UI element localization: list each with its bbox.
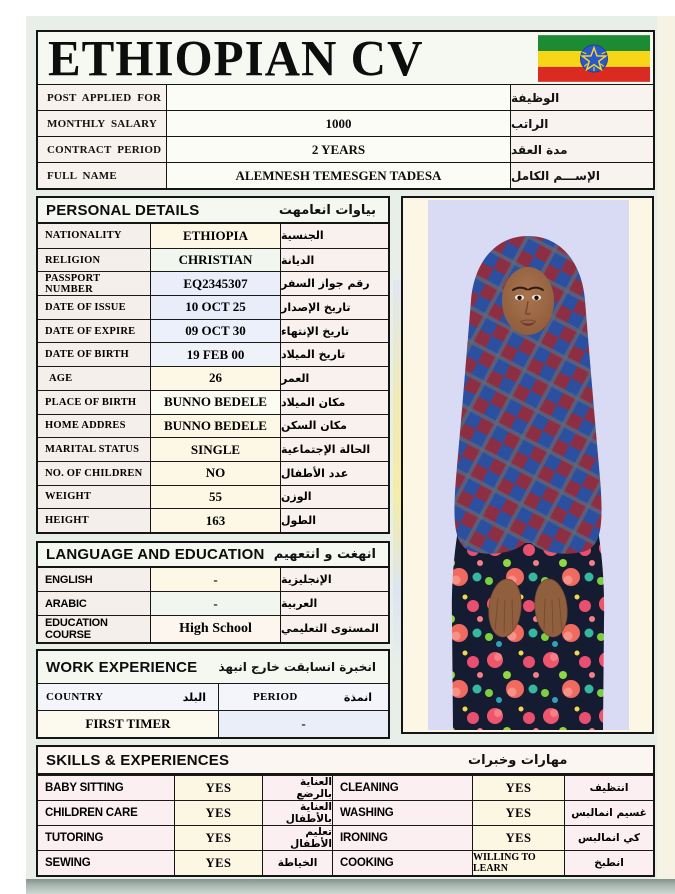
skills-title: SKILLS & EXPERIENCES	[46, 751, 230, 769]
work-experience-table	[36, 649, 390, 739]
cleaning-label-ar: انتظيف	[564, 776, 653, 800]
place-of-birth-value: BUNNO BEDELE	[150, 391, 280, 414]
date-of-expire-label-ar: تاريخ الإنتهاء	[280, 320, 388, 343]
language-education-title: LANGUAGE AND EDUCATION	[46, 546, 265, 563]
row-tutoring-ironing	[38, 825, 653, 850]
weight-label-ar: الوزن	[280, 486, 388, 509]
row-contract-period	[38, 136, 653, 162]
age-value: 26	[150, 367, 280, 390]
row-no-of-children	[38, 461, 388, 485]
post-applied-for-value	[166, 85, 510, 110]
row-weight	[38, 485, 388, 509]
photo-frame	[401, 196, 654, 734]
personal-details-title: PERSONAL DETAILS	[46, 201, 200, 219]
full-name-value: ALEMNESH TEMESGEN TADESA	[166, 163, 510, 188]
row-full-name	[38, 162, 653, 188]
no-of-children-value: NO	[150, 462, 280, 485]
passport-number-label: PASSPORT NUMBER	[38, 272, 150, 295]
language-education-heading	[38, 543, 388, 568]
age-label-ar: العمر	[280, 367, 388, 390]
home-addres-label: HOME ADDRES	[38, 415, 150, 438]
home-addres-label-ar: مكان السكن	[280, 415, 388, 438]
row-monthly-salary	[38, 110, 653, 136]
contract-period-label: CONTRACT PERIOD	[38, 137, 166, 162]
religion-label-ar: الديانة	[280, 249, 388, 272]
education-course-value: High School	[150, 616, 280, 642]
country-label-ar: البلد	[182, 690, 206, 704]
monthly-salary-label: MONTHLY SALARY	[38, 111, 166, 136]
period-header-cell	[218, 684, 388, 710]
washing-value: YES	[472, 801, 564, 825]
monthly-salary-label-ar: الراتب	[510, 111, 653, 136]
contract-period-label-ar: مدة العقد	[510, 137, 653, 162]
english-label-ar: الإنجليزية	[280, 568, 388, 591]
children-care-value: YES	[174, 801, 262, 825]
children-care-label: CHILDREN CARE	[38, 801, 174, 825]
monthly-salary-value: 1000	[166, 111, 510, 136]
arabic-label: ARABIC	[38, 592, 150, 614]
period-label-ar: انمذة	[343, 690, 372, 704]
scan-bottom-edge	[26, 879, 675, 894]
tutoring-label: TUTORING	[38, 826, 174, 850]
row-date-of-issue	[38, 295, 388, 319]
date-of-issue-value: 10 OCT 25	[150, 296, 280, 319]
date-of-expire-label: DATE OF EXPIRE	[38, 320, 150, 343]
place-of-birth-label-ar: مكان الميلاد	[280, 391, 388, 414]
row-height	[38, 508, 388, 532]
scan-right-edge	[657, 16, 675, 882]
tutoring-label-ar: تعليم الأطفال	[262, 826, 332, 850]
nationality-value: ETHIOPIA	[150, 224, 280, 248]
tutoring-value: YES	[174, 826, 262, 850]
language-education-title-ar: انهغت و انتعهيم	[273, 547, 376, 562]
date-of-expire-value: 09 OCT 30	[150, 320, 280, 343]
cooking-label: COOKING	[332, 851, 472, 875]
cooking-value: WILLING TO LEARN	[472, 851, 564, 875]
sewing-value: YES	[174, 851, 262, 875]
home-addres-value: BUNNO BEDELE	[150, 415, 280, 438]
work-value-row	[38, 710, 388, 737]
place-of-birth-label: PLACE OF BIRTH	[38, 391, 150, 414]
post-applied-for-label-ar: الوظيفة	[510, 85, 653, 110]
ironing-label: IRONING	[332, 826, 472, 850]
country-value: FIRST TIMER	[38, 711, 218, 737]
row-babysitting-cleaning	[38, 775, 653, 800]
sewing-label: SEWING	[38, 851, 174, 875]
ironing-label-ar: كي انمالبس	[564, 826, 653, 850]
weight-value: 55	[150, 486, 280, 509]
country-label: COUNTRY	[46, 691, 104, 703]
skills-title-ar: مهارات وخبرات	[468, 752, 568, 768]
ethiopia-flag-icon	[538, 35, 650, 82]
row-childrencare-washing	[38, 800, 653, 825]
contract-period-value: 2 YEARS	[166, 137, 510, 162]
nationality-label-ar: الجنسية	[280, 224, 388, 248]
work-header-row	[38, 683, 388, 710]
full-name-label: FULL NAME	[38, 163, 166, 188]
row-age	[38, 366, 388, 390]
full-name-label-ar: الإســـم الكامل	[510, 163, 653, 188]
skills-experiences-table	[36, 745, 655, 877]
children-care-label-ar: العناية بالأطفال	[262, 801, 332, 825]
ironing-value: YES	[472, 826, 564, 850]
skills-heading	[38, 747, 653, 775]
row-nationality	[38, 224, 388, 248]
date-of-birth-label: DATE OF BIRTH	[38, 343, 150, 366]
no-of-children-label: NO. OF CHILDREN	[38, 462, 150, 485]
arabic-value: -	[150, 592, 280, 614]
sewing-label-ar: الخياطة	[262, 851, 332, 875]
marital-status-label: MARITAL STATUS	[38, 438, 150, 461]
baby-sitting-label-ar: العناية بالرضع	[262, 776, 332, 800]
personal-details-table	[36, 196, 390, 534]
work-experience-title-ar: انخبرة انسابقت خارج انبهذ	[218, 660, 376, 674]
row-marital-status	[38, 437, 388, 461]
baby-sitting-label: BABY SITTING	[38, 776, 174, 800]
baby-sitting-value: YES	[174, 776, 262, 800]
country-header-cell	[38, 684, 218, 710]
marital-status-label-ar: الحالة الإجتماعية	[280, 438, 388, 461]
row-passport-number	[38, 271, 388, 295]
row-arabic	[38, 591, 388, 614]
row-religion	[38, 248, 388, 272]
arabic-label-ar: العربية	[280, 592, 388, 614]
religion-label: RELIGION	[38, 249, 150, 272]
height-label: HEIGHT	[38, 509, 150, 532]
title-row	[38, 32, 653, 84]
cleaning-value: YES	[472, 776, 564, 800]
personal-details-heading	[38, 198, 388, 224]
education-course-label-ar: المستوى التعليمي	[280, 616, 388, 642]
passport-number-value: EQ2345307	[150, 272, 280, 295]
cooking-label-ar: انطبخ	[564, 851, 653, 875]
english-label: ENGLISH	[38, 568, 150, 591]
row-date-of-expire	[38, 319, 388, 343]
date-of-birth-value: 19 FEB 00	[150, 343, 280, 366]
date-of-issue-label: DATE OF ISSUE	[38, 296, 150, 319]
row-education-course	[38, 615, 388, 642]
washing-label: WASHING	[332, 801, 472, 825]
work-experience-heading	[38, 651, 388, 683]
marital-status-value: SINGLE	[150, 438, 280, 461]
row-english	[38, 568, 388, 591]
row-post-applied-for	[38, 84, 653, 110]
education-course-label: EDUCATION COURSE	[38, 616, 150, 642]
portrait-photo	[428, 200, 629, 730]
age-label: AGE	[38, 367, 150, 390]
cleaning-label: CLEANING	[332, 776, 472, 800]
no-of-children-label-ar: عدد الأطفال	[280, 462, 388, 485]
personal-details-title-ar: بياوات انعامهت	[278, 202, 376, 218]
religion-value: CHRISTIAN	[150, 249, 280, 272]
passport-number-label-ar: رقم جواز السفر	[280, 272, 388, 295]
date-of-birth-label-ar: تاريخ الميلاد	[280, 343, 388, 366]
header-table	[36, 30, 655, 190]
nationality-label: NATIONALITY	[38, 224, 150, 248]
row-date-of-birth	[38, 342, 388, 366]
portrait-illustration	[428, 200, 629, 730]
row-place-of-birth	[38, 390, 388, 414]
date-of-issue-label-ar: تاريخ الإصدار	[280, 296, 388, 319]
row-home-addres	[38, 414, 388, 438]
period-value: -	[218, 711, 388, 737]
washing-label-ar: غسيم انمالبس	[564, 801, 653, 825]
english-value: -	[150, 568, 280, 591]
row-sewing-cooking	[38, 850, 653, 875]
language-education-table	[36, 541, 390, 644]
height-label-ar: الطول	[280, 509, 388, 532]
work-experience-title: WORK EXPERIENCE	[46, 658, 198, 676]
period-label: PERIOD	[253, 691, 298, 703]
post-applied-for-label: POST APPLIED FOR	[38, 85, 166, 110]
document-title: ETHIOPIAN CV	[48, 32, 424, 84]
weight-label: WEIGHT	[38, 486, 150, 509]
height-value: 163	[150, 509, 280, 532]
